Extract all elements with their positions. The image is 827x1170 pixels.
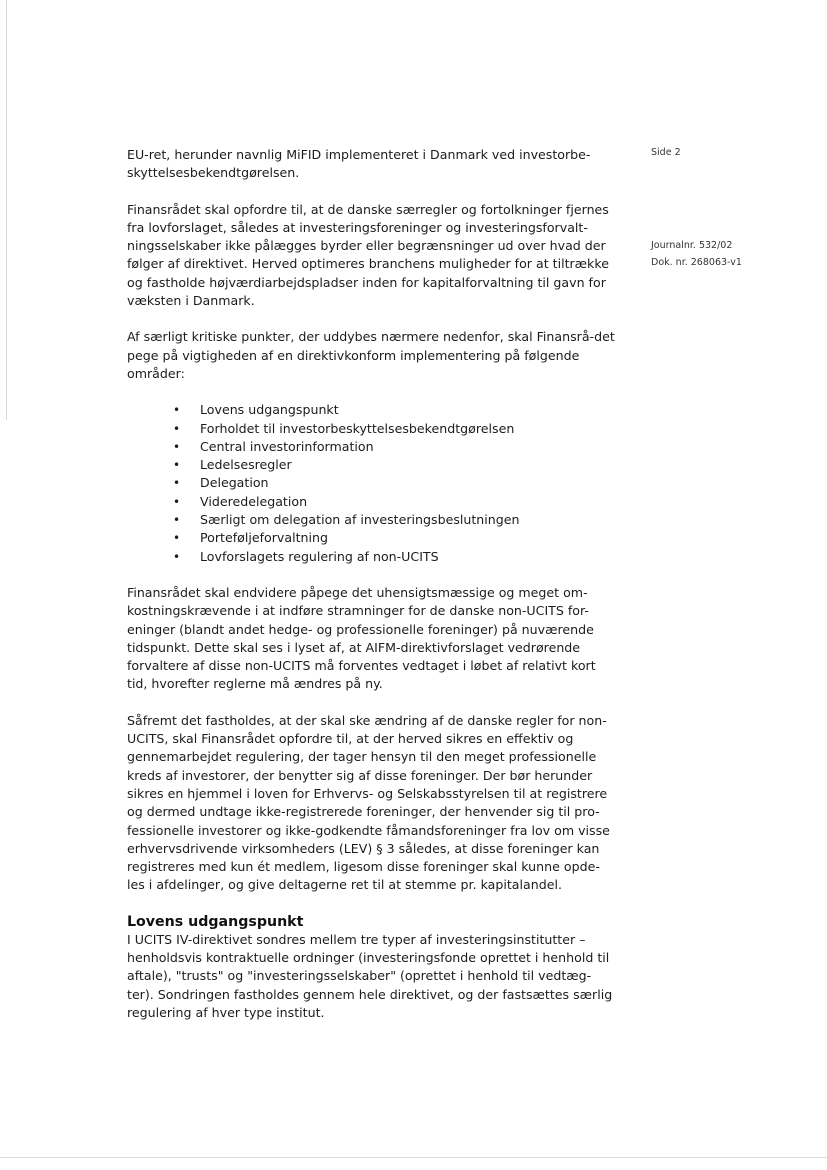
paragraph-2: Finansrådet skal opfordre til, at de danske særregler og fortolkninger fjernes fra lovforslaget, således at investeringsforeninger og investeringsforvalt-ningsselskaber ikke pålægges byrder eller begrænsninger ud over hvad der følger af direktivet. Herved optimeres branchens muligheder for at tiltrække og fastholde højværdiarbejdspladser inden for kapitalforvaltning til gavn for væksten i Danmark. [127, 201, 609, 309]
bullet-icon: • [173, 458, 181, 473]
list-item: • Central investorinformation [173, 438, 617, 456]
document-reference [651, 237, 742, 271]
document-body [127, 146, 617, 1040]
bullet-icon: • [173, 513, 181, 528]
bullet-list [127, 401, 617, 566]
list-item: • Delegation [173, 474, 617, 492]
list-item: • Forholdet til investorbeskyttelsesbekendtgørelsen [173, 420, 617, 438]
bullet-icon: • [173, 421, 181, 436]
bullet-icon: • [173, 494, 181, 509]
list-item: • Ledelsesregler [173, 456, 617, 474]
page-number: Side 2 [651, 147, 681, 158]
list-item: • Videredelegation [173, 493, 617, 511]
bullet-icon: • [173, 439, 181, 454]
list-item: • Porteføljeforvaltning [173, 529, 617, 547]
scan-edge-left [6, 0, 7, 420]
section-heading: Lovens udgangspunkt [127, 913, 304, 930]
scan-edge-bottom [0, 1157, 827, 1158]
list-item: • Lovforslagets regulering af non-UCITS [173, 548, 617, 566]
paragraph-1: EU-ret, herunder navnlig MiFID implementeret i Danmark ved investorbe-skyttelsesbekendtgørelsen. [127, 147, 591, 181]
paragraph-5: Såfremt det fastholdes, at der skal ske ændring af de danske regler for non-UCITS, skal Finansrådet opfordre til, at der herved sikres en effektiv og gennemarbejdet regulering, der tager hensyn til den meget professionelle kreds af investorer, der benytter sig af disse foreninger. Der bør herunder sikres en hjemmel i loven for Erhvervs- og Selskabsstyrelsen til at registrere og dermed undtage ikke-registrerede foreninger, der henvender sig til pro-fessionelle investorer og ikke-godkendte fåmandsforeninger fra lov om visse erhvervsdrivende virksomheders (LEV) § 3 således, at disse foreninger kan registreres med kun ét medlem, ligesom disse foreninger skal kunne opde-les i afdelinger, og give deltagerne ret til at stemme pr. kapitalandel. [127, 712, 610, 893]
bullet-icon: • [173, 476, 181, 491]
paragraph-3: Af særligt kritiske punkter, der uddybes nærmere nedenfor, skal Finansrå-det pege på vigtigheden af en direktivkonform implementering på følgende områder: [127, 329, 615, 381]
bullet-icon: • [173, 549, 181, 564]
journal-number: Journalnr. 532/02 [651, 240, 733, 251]
section-paragraph: I UCITS IV-direktivet sondres mellem tre typer af investeringsinstitutter – henholdsvis kontraktuelle ordninger (investeringsfonde oprettet i henhold til aftale), "trusts" og "investeringsselskaber" (oprettet i henhold til vedtæg-ter). Sondringen fastholdes gennem hele direktivet, og der fastsættes særlig regulering af hver type institut. [127, 931, 613, 1020]
list-item: • Lovens udgangspunkt [173, 401, 617, 419]
paragraph-4: Finansrådet skal endvidere påpege det uhensigtsmæssige og meget om-kostningskrævende i at indføre stramninger for de danske non-UCITS for-eninger (blandt andet hedge- og professionelle foreninger) på nuværende tidspunkt. Dette skal ses i lyset af, at AIFM-direktivforslaget vedrørende forvaltere af disse non-UCITS må forventes vedtaget i løbet af relativt kort tid, hvorefter reglerne må ændres på ny. [127, 584, 596, 692]
document-number: Dok. nr. 268063-v1 [651, 257, 742, 268]
bullet-icon: • [173, 403, 181, 418]
list-item: • Særligt om delegation af investeringsbeslutningen [173, 511, 617, 529]
bullet-icon: • [173, 531, 181, 546]
